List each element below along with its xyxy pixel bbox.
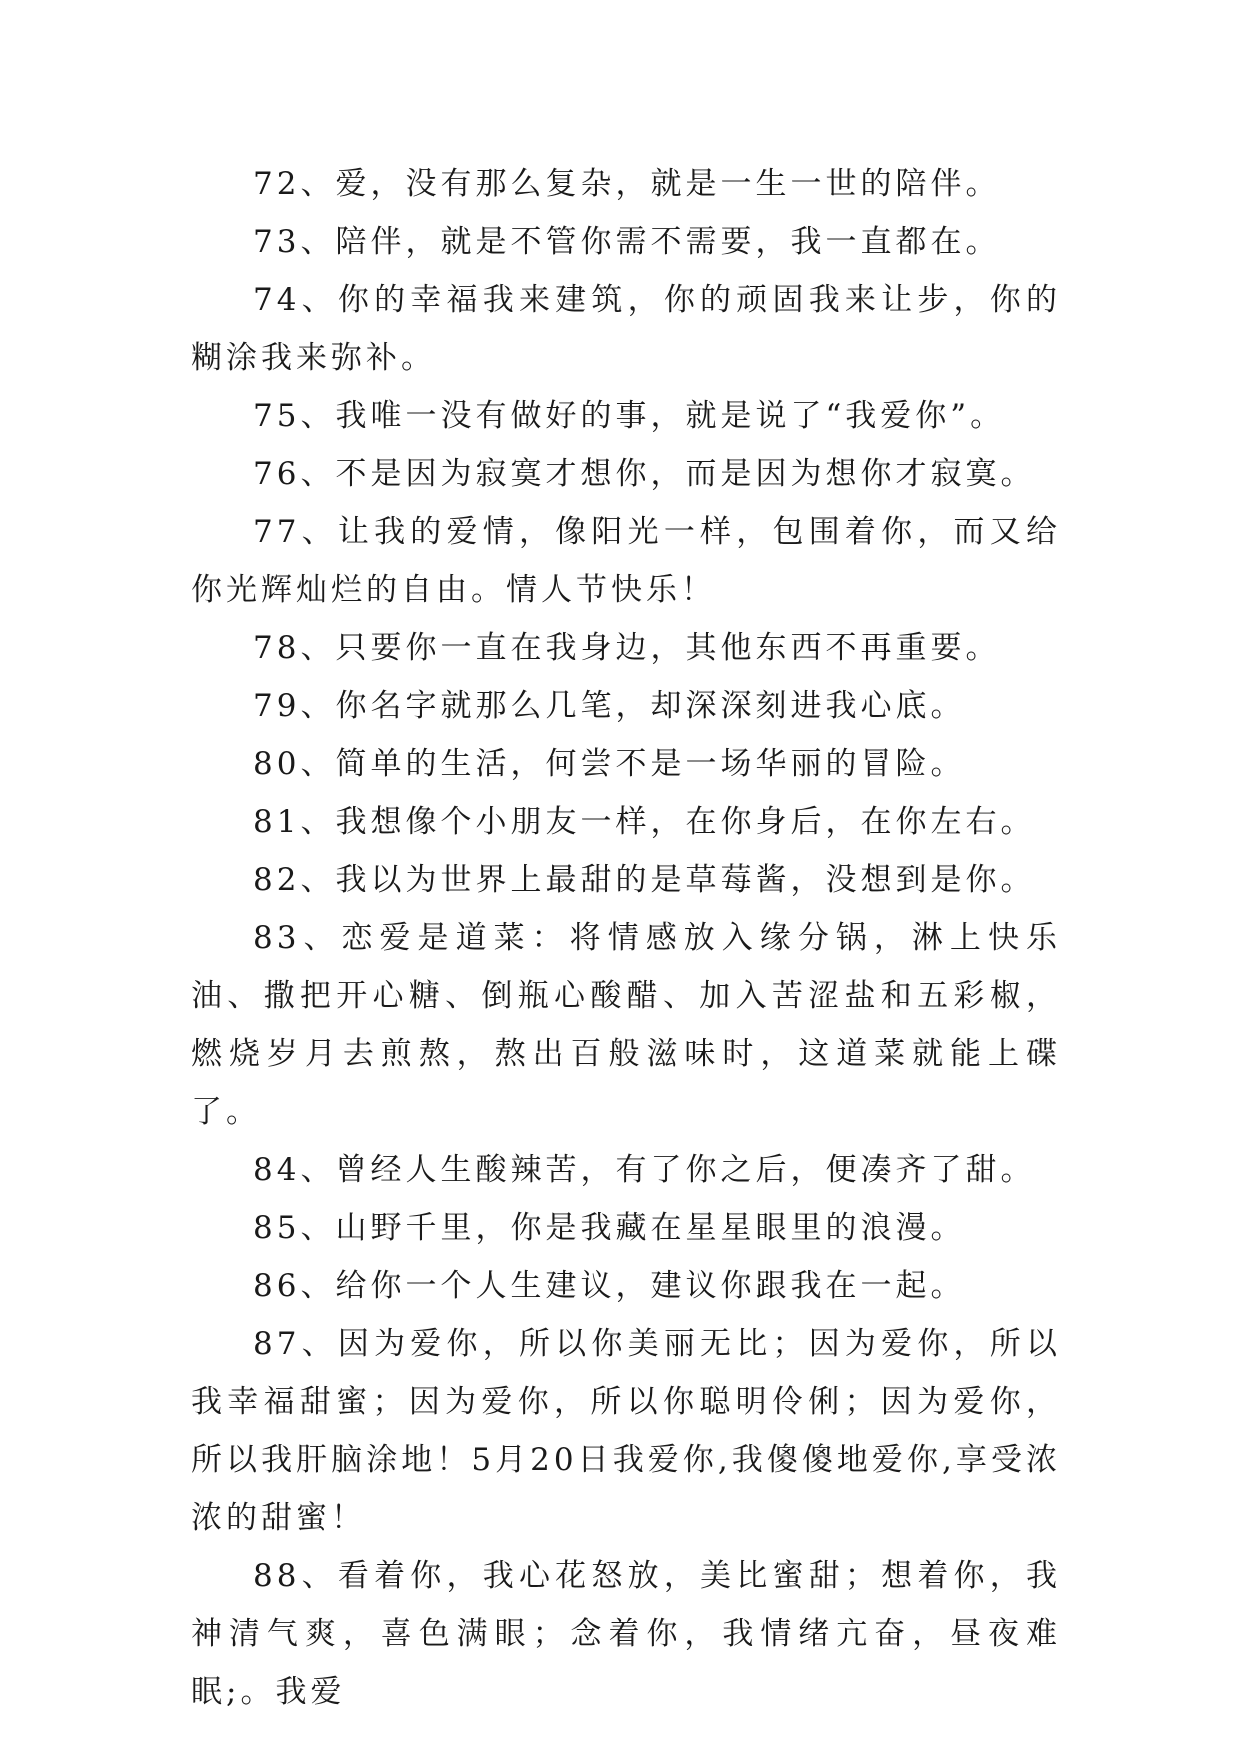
paragraph-79: 79、你名字就那么几笔，却深深刻进我心底。 bbox=[253, 688, 966, 724]
paragraph-76: 76、不是因为寂寞才想你，而是因为想你才寂寞。 bbox=[253, 456, 1036, 492]
paragraph-74: 74、你的幸福我来建筑，你的顽固我来让步，你的糊涂我来弥补。 bbox=[191, 282, 1061, 376]
paragraph-80: 80、简单的生活，何尝不是一场华丽的冒险。 bbox=[253, 746, 966, 782]
paragraph-82: 82、我以为世界上最甜的是草莓酱，没想到是你。 bbox=[253, 862, 1036, 898]
paragraph-75: 75、我唯一没有做好的事，就是说了“我爱你”。 bbox=[253, 398, 1006, 434]
paragraph-84: 84、曾经人生酸辣苦，有了你之后，便凑齐了甜。 bbox=[253, 1152, 1036, 1188]
paragraph-88: 88、看着你，我心花怒放，美比蜜甜；想着你，我神清气爽，喜色满眼；念着你，我情绪亢奋，昼夜难眠;。我爱 bbox=[191, 1558, 1061, 1710]
paragraph-73: 73、陪伴，就是不管你需不需要，我一直都在。 bbox=[253, 224, 1001, 260]
paragraph-78: 78、只要你一直在我身边，其他东西不再重要。 bbox=[253, 630, 1001, 666]
paragraph-72: 72、爱，没有那么复杂，就是一生一世的陪伴。 bbox=[253, 166, 1001, 202]
document-body bbox=[191, 155, 1061, 1721]
paragraph-86: 86、给你一个人生建议，建议你跟我在一起。 bbox=[253, 1268, 966, 1304]
paragraph-81: 81、我想像个小朋友一样，在你身后，在你左右。 bbox=[253, 804, 1036, 840]
paragraph-83: 83、恋爱是道菜：将情感放入缘分锅，淋上快乐油、撒把开心糖、倒瓶心酸醋、加入苦涩盐和五彩椒，燃烧岁月去煎熬，熬出百般滋味时，这道菜就能上碟了。 bbox=[191, 920, 1061, 1130]
paragraph-85: 85、山野千里，你是我藏在星星眼里的浪漫。 bbox=[253, 1210, 966, 1246]
paragraph-87: 87、因为爱你，所以你美丽无比；因为爱你，所以我幸福甜蜜；因为爱你，所以你聪明伶俐；因为爱你，所以我肝脑涂地！5月20日我爱你,我傻傻地爱你,享受浓浓的甜蜜！ bbox=[191, 1326, 1061, 1536]
paragraph-77: 77、让我的爱情，像阳光一样，包围着你，而又给你光辉灿烂的自由。情人节快乐！ bbox=[191, 514, 1061, 608]
